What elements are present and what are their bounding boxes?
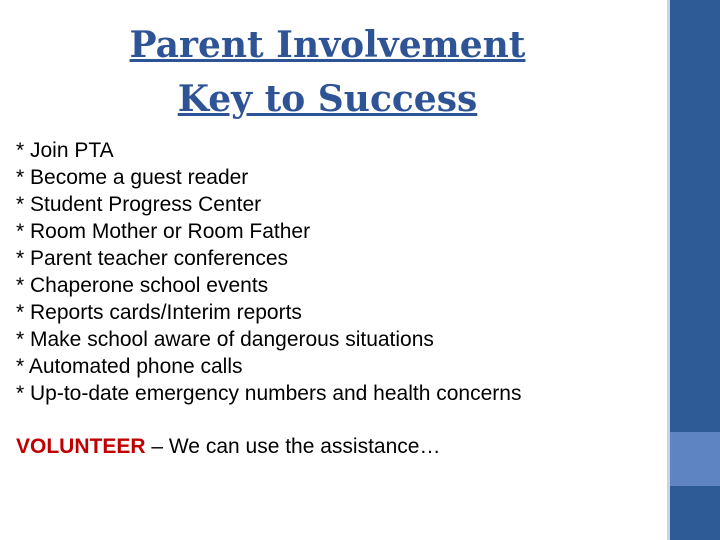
list-item: * Become a guest reader (16, 166, 249, 189)
volunteer-text: – We can use the assistance… (145, 435, 441, 458)
volunteer-emphasis: VOLUNTEER (16, 435, 146, 458)
slide-title (0, 18, 655, 126)
involvement-list (16, 137, 521, 407)
volunteer-callout (16, 433, 440, 460)
list-item: * Student Progress Center (16, 193, 262, 216)
list-item: * Up-to-date emergency numbers and health concerns (16, 382, 522, 405)
list-item: * Room Mother or Room Father (16, 220, 311, 243)
list-item: * Join PTA (16, 139, 114, 162)
list-item: * Automated phone calls (16, 355, 243, 378)
side-accent-block (670, 432, 720, 486)
list-item: * Parent teacher conferences (16, 247, 288, 270)
list-item: * Reports cards/Interim reports (16, 301, 302, 324)
list-item: * Chaperone school events (16, 274, 269, 297)
list-item: * Make school aware of dangerous situations (16, 328, 434, 351)
title-line-2: Key to Success (177, 78, 478, 120)
title-line-1: Parent Involvement (129, 24, 526, 66)
